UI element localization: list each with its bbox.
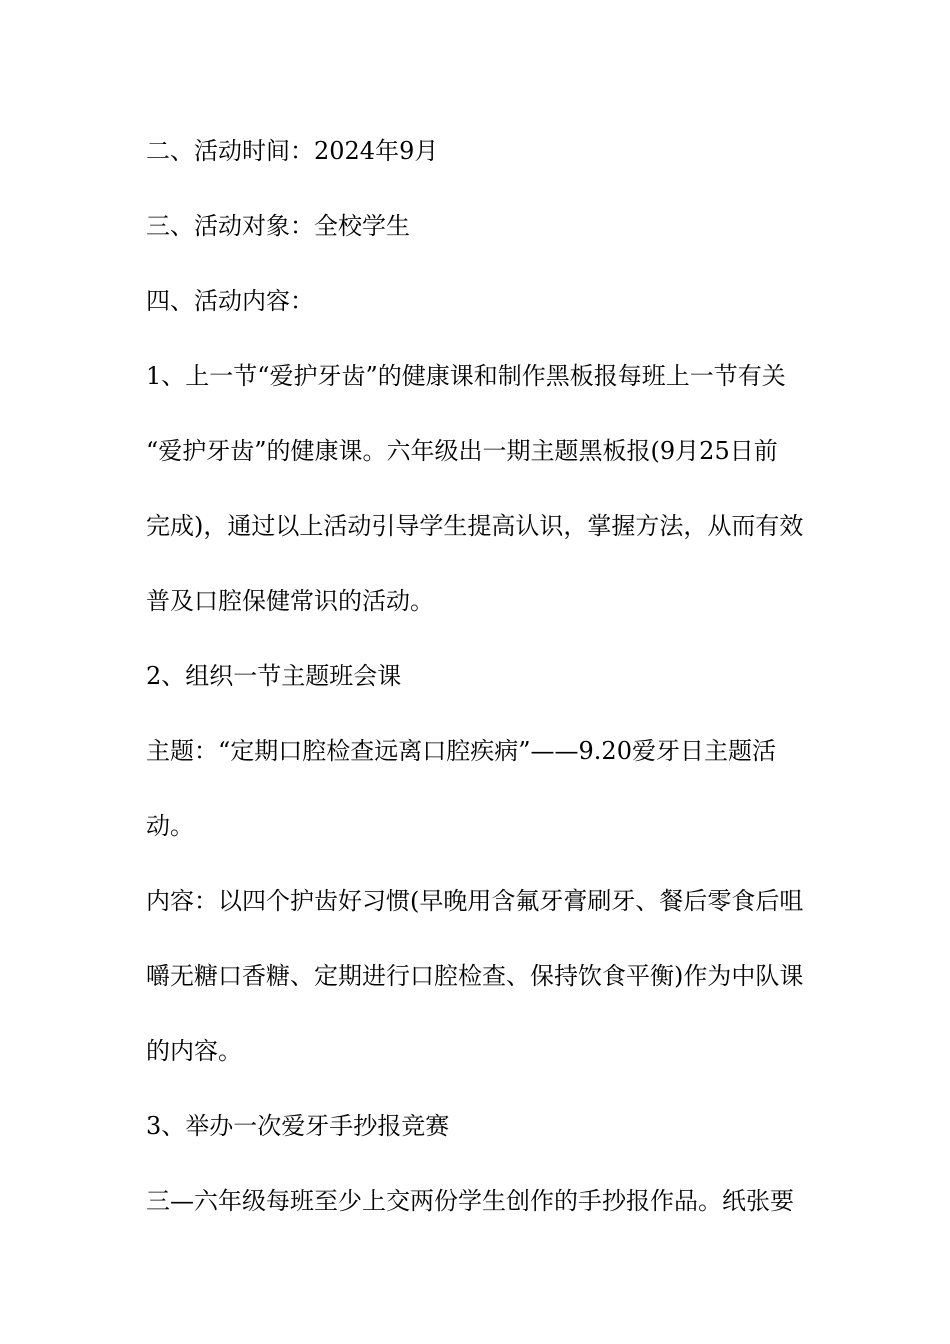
text-line-activity-time: 二、活动时间：2024年9月 [146,137,439,165]
text-line-item1-a: 1、上一节“爱护牙齿”的健康课和制作黑板报每班上一节有关 [146,362,786,390]
text-line-item2-theme-b: 动。 [146,812,194,840]
text-line-item1-d: 普及口腔保健常识的活动。 [146,587,434,615]
text-line-item2-content-b: 嚼无糖口香糖、定期进行口腔检查、保持饮食平衡)作为中队课 [146,962,804,990]
text-line-activity-content-heading: 四、活动内容： [146,287,314,315]
text-line-item3-heading: 3、举办一次爱牙手抄报竞赛 [146,1112,450,1140]
text-line-item2-heading: 2、组织一节主题班会课 [146,662,402,690]
text-line-item2-content-c: 的内容。 [146,1037,242,1065]
text-line-item1-c: 完成)，通过以上活动引导学生提高认识，掌握方法，从而有效 [146,512,804,540]
text-line-item3-body: 三—六年级每班至少上交两份学生创作的手抄报作品。纸张要 [146,1187,794,1215]
text-line-item2-content-a: 内容：以四个护齿好习惯(早晚用含氟牙膏刷牙、餐后零食后咀 [146,887,804,915]
text-line-activity-target: 三、活动对象：全校学生 [146,212,410,240]
text-line-item2-theme-a: 主题：“定期口腔检查远离口腔疾病”——9.20爱牙日主题活 [146,737,776,765]
text-line-item1-b: “爱护牙齿”的健康课。六年级出一期主题黑板报(9月25日前 [146,437,778,465]
